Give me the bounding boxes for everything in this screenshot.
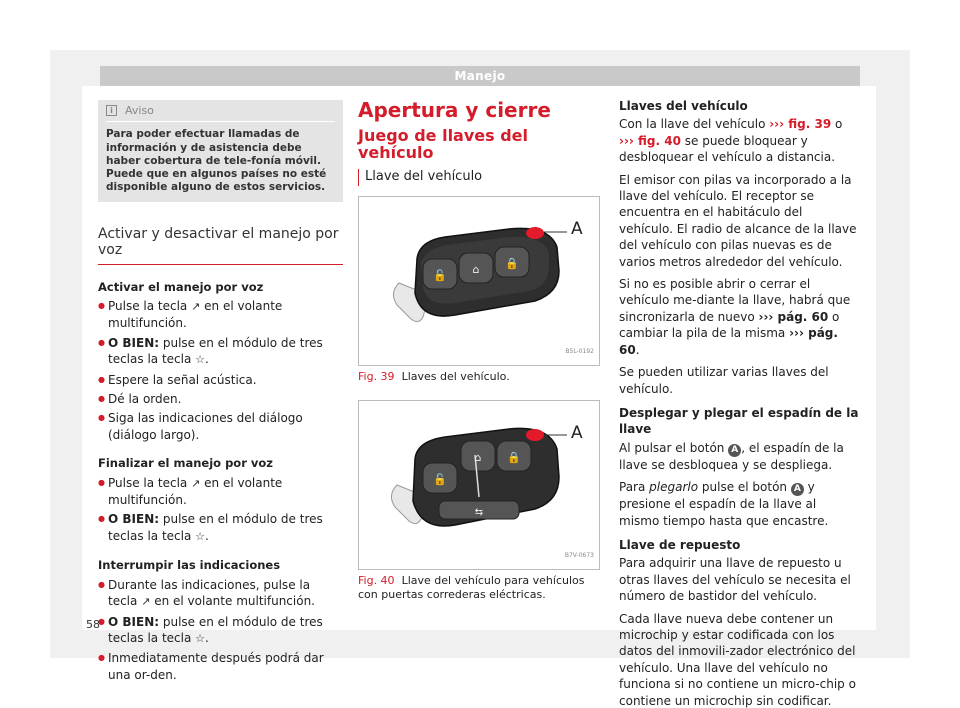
cross-reference[interactable]: ››› fig. 40	[619, 133, 681, 148]
svg-text:🔒: 🔒	[505, 256, 519, 270]
paragraph: Para plegarlo pulse el botón A y presione el espadín de la llave al mismo tiempo hasta que encastre.	[619, 480, 829, 528]
star-icon: ☆	[195, 529, 206, 543]
header-title: Manejo	[454, 69, 506, 83]
list-item: ● Inmediatamente después podrá dar una or-den.	[98, 650, 343, 683]
paragraph: El emisor con pilas va incorporado a la llave del vehículo. El receptor se encuentra en el habitáculo del vehículo. El radio de alcance de la llave del vehículo con pilas nuevas es de varios metros alrededor del vehículo.	[619, 172, 857, 269]
info-icon: i	[106, 105, 117, 116]
voice-key-icon: ↗	[141, 595, 151, 609]
cross-reference[interactable]: ››› pág. 60	[758, 309, 829, 324]
notice-text: Para poder efectuar llamadas de información y de asistencia debe haber cobertura de tele-fonía móvil. Puede que en algunos países no esté disponible alguno de estos servicios.	[106, 128, 327, 194]
star-icon: ☆	[195, 353, 206, 367]
paragraph: Se pueden utilizar varias llaves del vehículo.	[619, 365, 829, 396]
notice-label: Aviso	[125, 104, 154, 117]
list-item: ● Siga las indicaciones del diálogo (diálogo largo).	[98, 410, 343, 443]
subhead-activate: Activar el manejo por voz	[98, 279, 264, 294]
list-item: ● O BIEN: pulse en el módulo de tres teclas la tecla ☆.	[98, 614, 343, 648]
star-icon: ☆	[195, 631, 206, 645]
cross-reference[interactable]: ››› fig. 39	[769, 117, 832, 132]
paragraph: Si no es posible abrir o cerrar el vehículo me-diante la llave, habrá que sincronizarla de nuevo ››› pág. 60 o cambiar la pila de la misma ››› pág. 60.	[619, 277, 851, 357]
list-item: ● Espere la señal acústica.	[98, 372, 343, 388]
column-left	[98, 100, 343, 686]
figure-code: B7V-0673	[564, 552, 594, 560]
figure-caption: Fig. 40 Llave del vehículo para vehículos con puertas correderas eléctricas.	[358, 573, 585, 601]
figure-caption: Fig. 39 Llaves del vehículo.	[358, 369, 510, 383]
list-item: ● O BIEN: pulse en el módulo de tres teclas la tecla ☆.	[98, 335, 343, 369]
svg-text:⌂: ⌂	[474, 450, 482, 464]
page-number: 58	[86, 618, 100, 631]
heading-juego: Juego de llaves del vehículo	[358, 126, 529, 162]
list-item: ● O BIEN: pulse en el módulo de tres teclas la tecla ☆.	[98, 511, 343, 545]
paragraph: Al pulsar el botón A , el espadín de la llave se desbloquea y se despliega.	[619, 440, 844, 472]
button-a-badge: A	[728, 444, 741, 457]
section-title: Activar y desactivar el manejo por voz	[98, 226, 343, 265]
paragraph: Para adquirir una llave de repuesto u otras llaves del vehículo se necesita el número de bastidor del vehículo.	[619, 556, 851, 604]
list-item: ● Durante las indicaciones, pulse la tecla ↗ en el volante multifunción.	[98, 577, 343, 611]
svg-text:⌂: ⌂	[472, 262, 480, 276]
list-item: ● Dé la orden.	[98, 391, 343, 407]
svg-text:🔓: 🔓	[433, 268, 447, 282]
subhead-espadin: Desplegar y plegar el espadín de la llave	[619, 405, 859, 437]
paragraph: Cada llave nueva debe contener un microchip y estar codificada con los datos del inmovili-zador electrónico del vehículo. Una llave del vehículo no funciona si no contiene un micro-chip o contiene un microchip sin codificar.	[619, 611, 856, 708]
subhead-llaves: Llaves del vehículo	[619, 99, 748, 113]
label-a: A	[571, 218, 583, 239]
label-a: A	[571, 422, 583, 443]
button-a-badge: A	[791, 483, 804, 496]
list-item: ● Pulse la tecla ↗ en el volante multifunción.	[98, 298, 343, 332]
subhead-interrupt: Interrumpir las indicaciones	[98, 558, 281, 573]
voice-key-icon: ↗	[191, 476, 201, 490]
svg-text:🔓: 🔓	[433, 472, 447, 486]
heading-llave: Llave del vehículo	[358, 169, 602, 185]
subhead-repuesto: Llave de repuesto	[619, 537, 741, 552]
svg-text:🔒: 🔒	[507, 450, 521, 464]
car-key-illustration	[359, 197, 599, 365]
subhead-finish: Finalizar el manejo por voz	[98, 456, 273, 471]
figure-code: B5L-0192	[565, 348, 594, 356]
voice-key-icon: ↗	[191, 300, 201, 313]
figure-39	[358, 196, 600, 366]
svg-text:⇆: ⇆	[474, 506, 484, 518]
paragraph: Con la llave del vehículo ››› fig. 39 o ››› fig. 40 se puede bloquear y desbloquear el vehículo a distancia.	[619, 117, 843, 165]
list-item: ● Pulse la tecla ↗ en el volante multifunción.	[98, 475, 343, 509]
page-header	[100, 66, 860, 86]
cross-reference[interactable]: ››› pág. 60	[619, 326, 838, 357]
column-middle	[358, 100, 602, 618]
figure-40	[358, 400, 600, 570]
car-key-sliding-door-illustration	[359, 401, 599, 569]
notice-box	[98, 100, 343, 202]
column-right	[619, 98, 859, 708]
heading-apertura: Apertura y cierre	[358, 98, 551, 122]
